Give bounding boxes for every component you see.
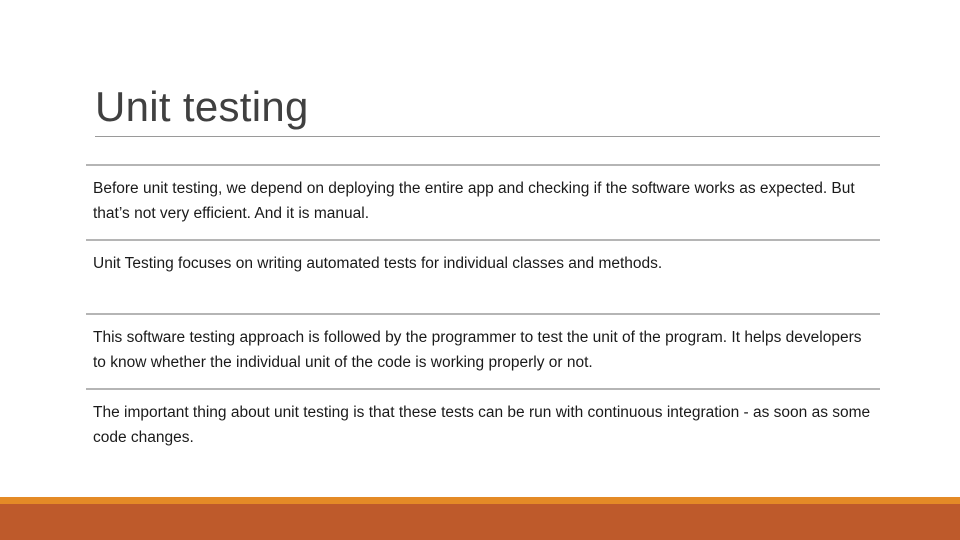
row-text: Unit Testing focuses on writing automated tests for individual classes and methods. <box>93 255 663 272</box>
row-text: The important thing about unit testing is that these tests can be run with continuous integration - as soon as some code changes. <box>93 404 871 446</box>
row-text: This software testing approach is followed by the programmer to test the unit of the program. It helps developers to know whether the individual unit of the code is working properly or not. <box>93 329 862 371</box>
row-text: Before unit testing, we depend on deploying the entire app and checking if the software works as expected. But that’s not very efficient. And it is manual. <box>93 180 855 222</box>
table-row <box>86 313 880 388</box>
footer-accent-strip <box>0 497 960 504</box>
table-row <box>86 239 880 313</box>
table-row <box>86 164 880 239</box>
table-row <box>86 388 880 462</box>
slide-title: Unit testing <box>95 83 309 130</box>
content-table <box>86 164 880 462</box>
title-underline <box>95 136 880 137</box>
footer-bar <box>0 504 960 540</box>
